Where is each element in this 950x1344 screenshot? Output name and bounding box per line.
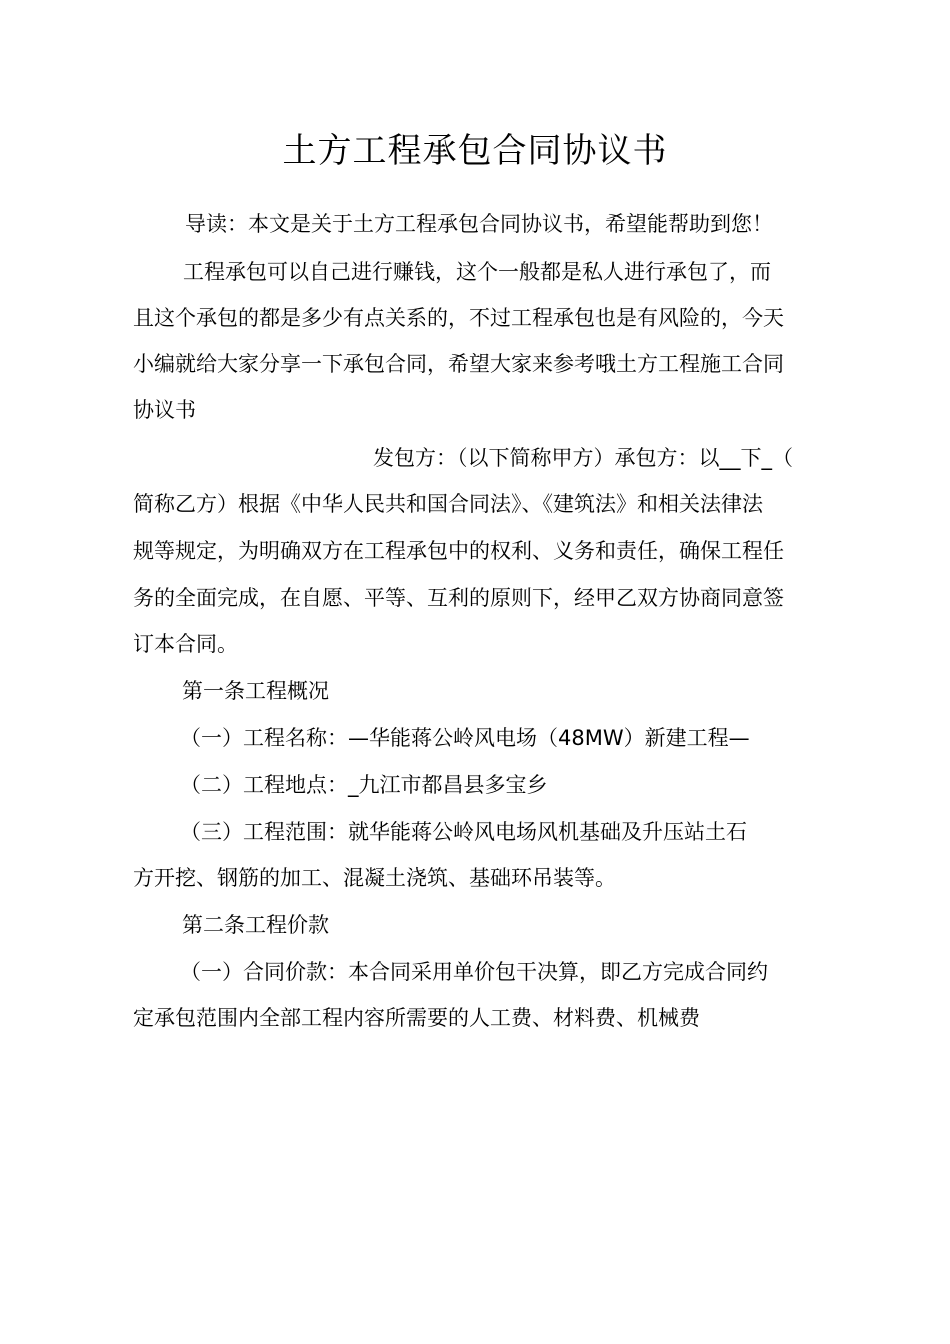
- paragraph1-line-1: 工程承包可以自己进行赚钱，这个一般都是私人进行承包了，而: [183, 260, 771, 284]
- article2-heading: 第二条工程价款: [182, 913, 329, 937]
- paragraph2-line-5: 订本合同。: [133, 632, 238, 656]
- paragraph2-line-3: 规等规定，为明确双方在工程承包中的权利、义务和责任，确保工程任: [133, 539, 784, 563]
- article1-item3-scope-line-1: （三）工程范围：就华能蒋公岭风电场风机基础及升压站土石: [180, 820, 747, 844]
- article2-item1-line-2: 定承包范围内全部工程内容所需要的人工费、材料费、机械费: [133, 1006, 700, 1030]
- paragraph2-line-4: 务的全面完成，在自愿、平等、互利的原则下，经甲乙双方协商同意签: [133, 586, 784, 610]
- article1-item2-project-location: （二）工程地点：_九江市都昌县多宝乡: [180, 773, 548, 797]
- paragraph1-line-4: 协议书: [133, 398, 196, 422]
- article1-item1-project-name: （一）工程名称：—华能蒋公岭风电场（48MW）新建工程—: [180, 726, 750, 750]
- article1-item3-scope-line-2: 方开挖、钢筋的加工、混凝土浇筑、基础环吊装等。: [133, 866, 616, 890]
- intro-text: 导读：本文是关于土方工程承包合同协议书，希望能帮助到您！: [185, 212, 773, 236]
- paragraph1-line-3: 小编就给大家分享一下承包合同，希望大家来参考哦土方工程施工合同: [133, 352, 784, 376]
- paragraph1-line-2: 且这个承包的都是多少有点关系的，不过工程承包也是有风险的，今天: [133, 306, 784, 330]
- article1-heading: 第一条工程概况: [182, 679, 329, 703]
- paragraph2-line-2: 简称乙方）根据《中华人民共和国合同法》、《建筑法》和相关法律法: [133, 492, 763, 516]
- document-title: 土方工程承包合同协议书: [282, 131, 668, 171]
- paragraph2-line-1: 发包方：（以下简称甲方）承包方：以__下_（: [373, 446, 793, 470]
- article2-item1-line-1: （一）合同价款：本合同采用单价包干决算，即乙方完成合同约: [180, 960, 768, 984]
